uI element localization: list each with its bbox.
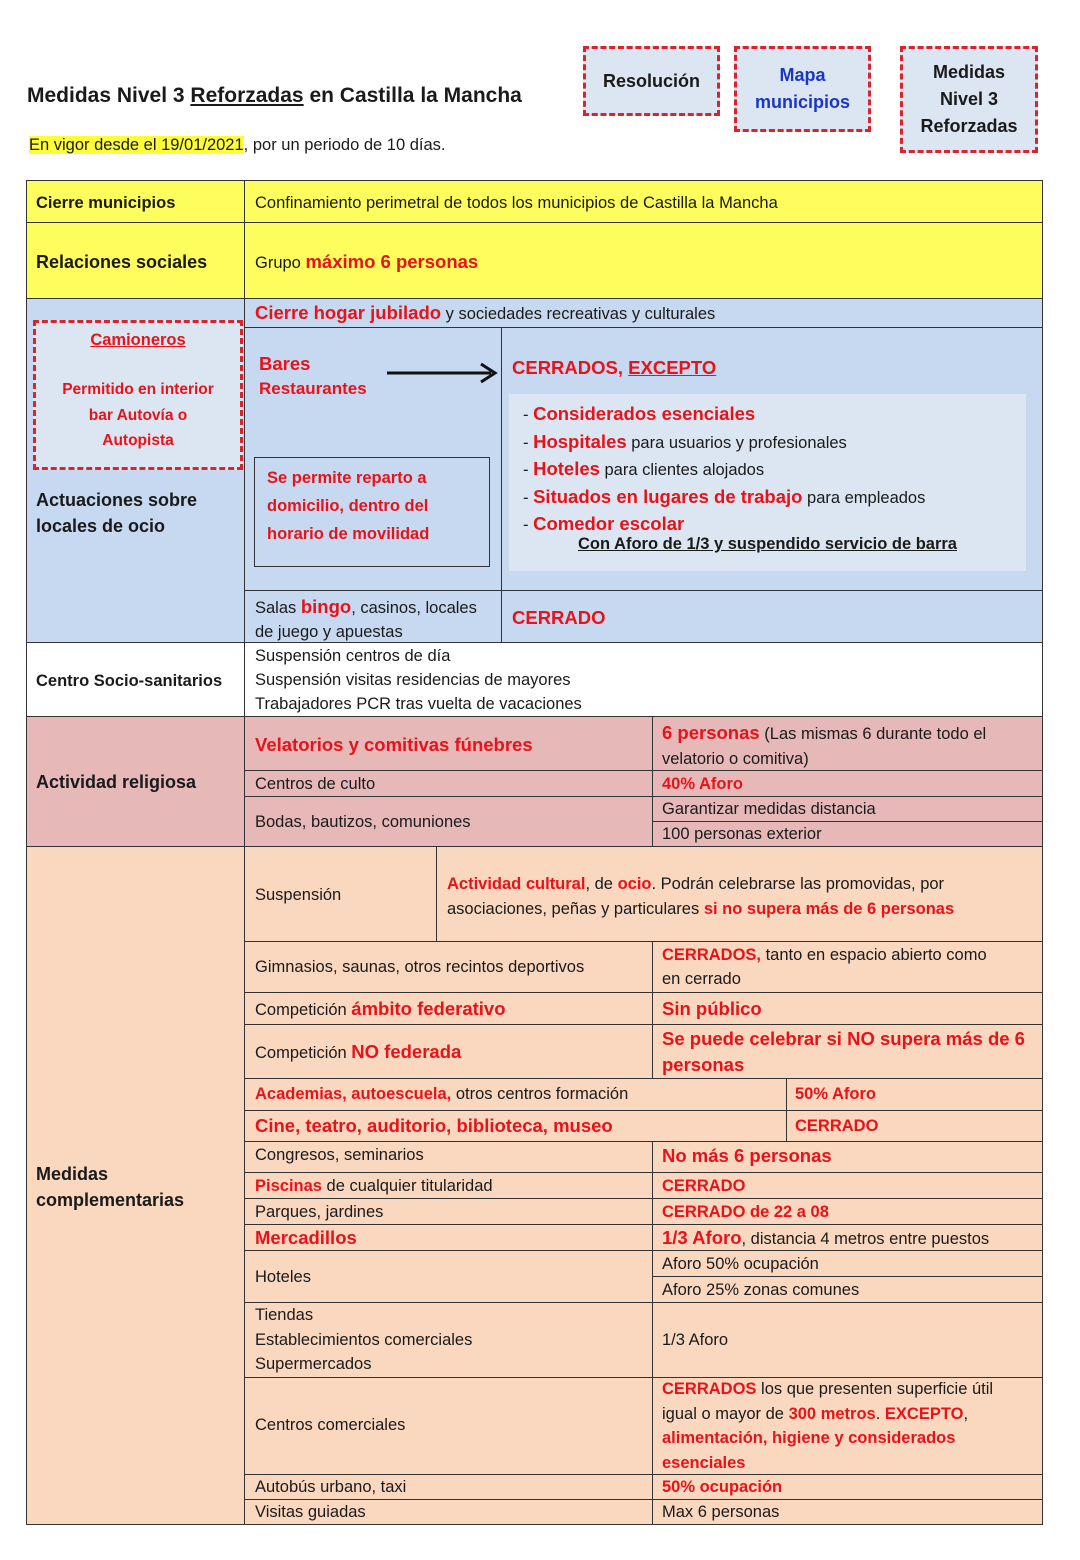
mercadillos-text: Mercadillos <box>255 1227 357 1248</box>
section-socio <box>26 642 1043 717</box>
exception-item: - Hospitales para usuarios y profesionales <box>523 430 847 452</box>
ocio-label: Actuaciones sobre locales de ocio <box>36 490 198 536</box>
parques-value: CERRADO de 22 a 08 <box>662 1203 829 1221</box>
autobus-text: Autobús urbano, taxi <box>255 1478 407 1496</box>
complementarias-label: Medidas complementarias <box>36 1164 185 1210</box>
mapa-municipios-button[interactable]: Mapa municipios <box>734 46 871 132</box>
section-ocio <box>26 298 1043 643</box>
cerrados-excepto: CERRADOS, EXCEPTO <box>512 357 717 378</box>
bodas-text: Bodas, bautizos, comuniones <box>255 813 471 831</box>
hoteles-value-1: Aforo 50% ocupación <box>662 1255 819 1273</box>
bares-restaurantes: Bares Restaurantes <box>259 353 367 398</box>
congresos-text: Congresos, seminarios <box>255 1146 424 1164</box>
bingo-value: CERRADO <box>512 607 606 628</box>
suspension-label: Suspensión <box>255 886 342 904</box>
centros-comerciales-value: CERRADOS los que presenten superficie útil igual o mayor de 300 metros. EXCEPTO, alimentación, higiene y considerados esenciales <box>662 1380 994 1472</box>
suspension-text: Actividad cultural, de ocio. Podrán celebrarse las promovidas, por asociaciones, peñas y particulares si no supera más de 6 personas <box>447 875 955 918</box>
visitas-text: Visitas guiadas <box>255 1503 366 1521</box>
exception-item: - Situados en lugares de trabajo para empleados <box>523 485 926 507</box>
relaciones-text: Grupo máximo 6 personas <box>255 251 479 272</box>
congresos-value: No más 6 personas <box>662 1145 832 1166</box>
resolucion-button[interactable]: Resolución <box>583 46 720 116</box>
aforo-note: Con Aforo de 1/3 y suspendido servicio de barra <box>578 535 957 553</box>
academias-value: 50% Aforo <box>795 1085 876 1103</box>
exception-item: - Comedor escolar <box>523 513 685 534</box>
relaciones-label: Relaciones sociales <box>36 252 208 272</box>
cine-text: Cine, teatro, auditorio, biblioteca, museo <box>255 1115 613 1136</box>
validity-note: En vigor desde el 19/01/2021, por un periodo de 10 días. <box>29 136 446 154</box>
academias-text: Academias, autoescuela, otros centros formación <box>255 1085 629 1103</box>
gimnasios-value: CERRADOS, tanto en espacio abierto como en cerrado <box>662 946 987 988</box>
bodas-value-1: Garantizar medidas distancia <box>662 800 876 818</box>
section-relaciones <box>26 222 1043 299</box>
socio-label: Centro Socio-sanitarios <box>36 672 223 690</box>
no-federada-text: Competición NO federada <box>255 1041 462 1062</box>
page-title: Medidas Nivel 3 Reforzadas en Castilla la Mancha <box>27 84 522 107</box>
camioneros-box: Camioneros Permitido en interior bar Autovía o Autopista <box>33 320 243 470</box>
culto-value: 40% Aforo <box>662 775 743 793</box>
tiendas-value: 1/3 Aforo <box>662 1331 729 1349</box>
visitas-value: Max 6 personas <box>662 1503 780 1521</box>
exceptions-box <box>509 394 1026 571</box>
velatorios-value: 6 personas (Las mismas 6 durante todo el velatorio o comitiva) <box>662 722 987 768</box>
piscinas-value: CERRADO <box>662 1177 746 1195</box>
cierre-label: Cierre municipios <box>36 194 176 212</box>
centros-comerciales-text: Centros comerciales <box>255 1416 406 1434</box>
cine-value: CERRADO <box>795 1117 879 1135</box>
hogar-jubilado-text: Cierre hogar jubilado y sociedades recreativas y culturales <box>255 302 716 323</box>
gimnasios-text: Gimnasios, saunas, otros recintos deportivos <box>255 958 585 976</box>
bodas-value-2: 100 personas exterior <box>662 825 822 843</box>
section-cierre <box>26 180 1043 223</box>
piscinas-text: Piscinas de cualquier titularidad <box>255 1177 493 1195</box>
hoteles-text: Hoteles <box>255 1268 311 1286</box>
mercadillos-value: 1/3 Aforo, distancia 4 metros entre puestos <box>662 1227 990 1248</box>
medidas-nivel3-button[interactable]: Medidas Nivel 3 Reforzadas <box>900 46 1038 153</box>
exception-item: - Considerados esenciales <box>523 403 756 424</box>
tiendas-text: Tiendas Establecimientos comerciales Supermercados <box>255 1306 473 1373</box>
section-religiosa <box>26 716 1043 847</box>
hoteles-value-2: Aforo 25% zonas comunes <box>662 1281 860 1299</box>
autobus-value: 50% ocupación <box>662 1478 783 1496</box>
federativo-value: Sin público <box>662 998 762 1019</box>
section-complementarias <box>26 846 1043 1525</box>
no-federada-value: Se puede celebrar si NO supera más de 6 personas <box>662 1028 1025 1075</box>
federativo-text: Competición ámbito federativo <box>255 998 506 1019</box>
bingo-text: Salas bingo, casinos, locales de juego y apuestas <box>255 596 477 641</box>
religiosa-label: Actividad religiosa <box>36 772 197 792</box>
reparto-box: Se permite reparto a domicilio, dentro del horario de movilidad <box>254 457 490 567</box>
parques-text: Parques, jardines <box>255 1203 384 1221</box>
exception-item: - Hoteles para clientes alojados <box>523 458 765 479</box>
cierre-text: Confinamiento perimetral de todos los municipios de Castilla la Mancha <box>255 194 778 212</box>
arrow-right-icon <box>385 361 503 385</box>
socio-lines: Suspensión centros de día Suspensión visitas residencias de mayores Trabajadores PCR tras vuelta de vacaciones <box>255 647 582 713</box>
culto-text: Centros de culto <box>255 775 376 793</box>
velatorios-text: Velatorios y comitivas fúnebres <box>255 734 533 755</box>
